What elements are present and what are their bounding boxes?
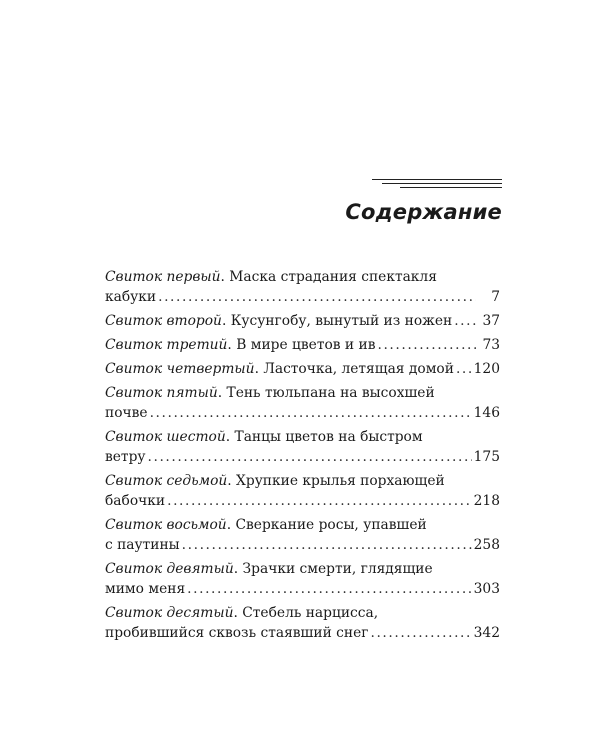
toc-entry-page: 37	[482, 313, 500, 329]
toc-entry-label: Свиток десятый	[105, 605, 234, 621]
toc-entry-text: пробившийся сквозь стаявший снег	[105, 625, 369, 641]
leader-dots	[454, 311, 476, 331]
toc-entry-label: Свиток четвертый	[105, 361, 255, 377]
toc-entry-text: . Танцы цветов на быстром	[225, 429, 423, 445]
toc-entry-text: бабочки	[105, 493, 166, 509]
toc-entry-text: . Хрупкие крылья порхающей	[227, 473, 445, 489]
leader-dots	[158, 287, 476, 307]
toc-entry-7[interactable]	[105, 471, 500, 511]
toc-entry-text: кабуки	[105, 289, 157, 305]
toc-entry-text: мимо меня	[105, 581, 186, 597]
toc-entry-text: . Тень тюльпана на высохшей	[217, 385, 435, 401]
rule-line	[382, 183, 502, 184]
toc-entry-label: Свиток восьмой	[105, 517, 227, 533]
toc-entry-text: . Маска страдания спектакля	[220, 269, 437, 285]
rule-line	[400, 187, 502, 188]
toc-entry-text: . Кусунгобу, вынутый из ножен	[221, 313, 453, 329]
leader-dots	[187, 579, 472, 599]
page-title: Содержание	[345, 200, 502, 224]
toc-entry-text: . Ласточка, летящая домой	[254, 361, 454, 377]
toc-entry-page: 218	[473, 493, 500, 509]
decorative-rules	[372, 179, 502, 191]
leader-dots	[182, 535, 472, 555]
toc-entry-label: Свиток пятый	[105, 385, 218, 401]
toc-entry-text: . В мире цветов и ив	[227, 337, 376, 353]
toc-entry-page: 258	[473, 537, 500, 553]
toc-entry-label: Свиток шестой	[105, 429, 226, 445]
rule-line	[372, 179, 502, 180]
toc-entry-3[interactable]	[105, 335, 500, 355]
toc-entry-text: почве	[105, 405, 148, 421]
toc-entry-page: 120	[473, 361, 500, 377]
leader-dots	[148, 447, 472, 467]
leader-dots	[456, 359, 472, 379]
toc-entry-text: ветру	[105, 449, 146, 465]
toc-entry-10[interactable]	[105, 603, 500, 643]
toc-entry-label: Свиток первый	[105, 269, 221, 285]
toc-entry-page: 146	[473, 405, 500, 421]
toc-entry-page: 175	[473, 449, 500, 465]
toc-entry-page: 73	[482, 337, 500, 353]
leader-dots	[150, 403, 472, 423]
toc-entry-2[interactable]	[105, 311, 500, 331]
toc-entry-9[interactable]	[105, 559, 500, 599]
toc-entry-label: Свиток третий	[105, 337, 228, 353]
leader-dots	[167, 491, 472, 511]
toc-entry-4[interactable]	[105, 359, 500, 379]
leader-dots	[377, 335, 476, 355]
toc-entry-page: 303	[473, 581, 500, 597]
toc-entry-text: . Стебель нарцисса,	[233, 605, 379, 621]
toc-entry-label: Свиток второй	[105, 313, 222, 329]
toc-entry-5[interactable]	[105, 383, 500, 423]
toc-entry-label: Свиток девятый	[105, 561, 234, 577]
toc-entry-6[interactable]	[105, 427, 500, 467]
toc-entry-1[interactable]	[105, 267, 500, 307]
toc-entry-8[interactable]	[105, 515, 500, 555]
toc-entry-label: Свиток седьмой	[105, 473, 228, 489]
table-of-contents	[105, 267, 500, 647]
toc-entry-page: 342	[473, 625, 500, 641]
toc-entry-page: 7	[491, 289, 500, 305]
toc-entry-text: . Сверкание росы, упавшей	[226, 517, 427, 533]
toc-entry-text: с паутины	[105, 537, 180, 553]
leader-dots	[370, 623, 471, 643]
toc-entry-text: . Зрачки смерти, глядящие	[233, 561, 433, 577]
